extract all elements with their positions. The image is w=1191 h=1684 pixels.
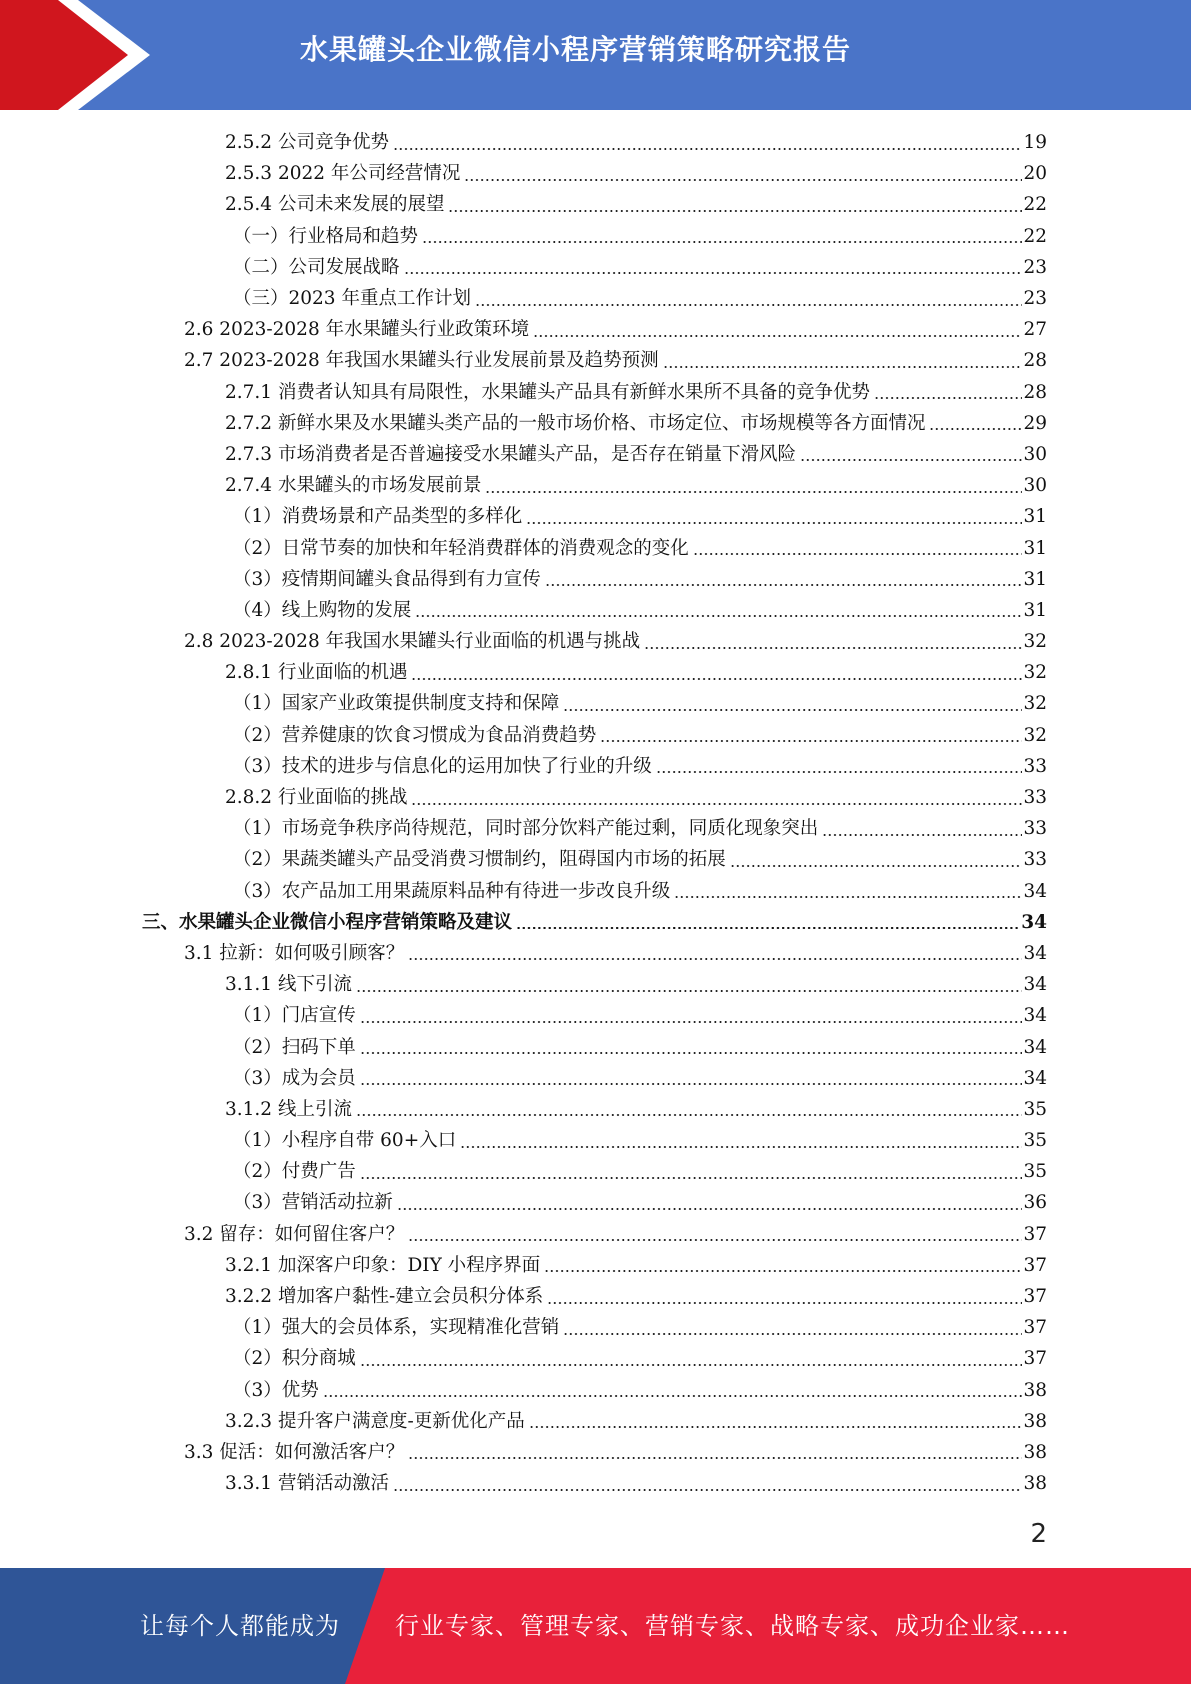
toc-dot-leader [393, 1489, 1022, 1491]
toc-entry-label: （2）营养健康的饮食习惯成为食品消费趋势 [233, 724, 597, 746]
toc-entry[interactable] [0, 1468, 1191, 1499]
toc-entry-page-number: 35 [1023, 1098, 1047, 1120]
toc-dot-leader [529, 1426, 1023, 1428]
toc-dot-leader [411, 678, 1022, 680]
toc-entry[interactable] [0, 1250, 1191, 1281]
toc-entry-page-number: 23 [1023, 256, 1047, 278]
toc-entry[interactable] [0, 813, 1191, 844]
toc-entry-label: 3.2.1 加深客户印象：DIY 小程序界面 [225, 1254, 541, 1276]
toc-entry-page-number: 31 [1023, 599, 1047, 621]
toc-entry[interactable] [0, 907, 1191, 938]
toc-dot-leader [411, 803, 1022, 805]
toc-entry[interactable] [0, 595, 1191, 626]
toc-entry-page-number: 38 [1023, 1379, 1047, 1401]
toc-entry-label: （1）市场竞争秩序尚待规范，同时部分饮料产能过剩，同质化现象突出 [233, 818, 819, 840]
toc-entry[interactable] [0, 439, 1191, 470]
toc-entry[interactable] [0, 626, 1191, 657]
toc-entry-page-number: 34 [1023, 1005, 1047, 1027]
toc-entry-label: （二）公司发展战略 [233, 256, 400, 278]
toc-entry-label: 2.5.2 公司竞争优势 [225, 132, 389, 154]
toc-entry-label: （3）优势 [233, 1379, 319, 1401]
toc-dot-leader [404, 272, 1023, 274]
toc-dot-leader [544, 1270, 1022, 1272]
toc-entry-page-number: 32 [1023, 662, 1047, 684]
page-footer [0, 1568, 1191, 1684]
toc-dot-leader [448, 210, 1022, 212]
toc-dot-leader [545, 584, 1023, 586]
toc-entry-page-number: 38 [1023, 1473, 1047, 1495]
toc-entry-label: （1）强大的会员体系，实现精准化营销 [233, 1317, 560, 1339]
page-header [0, 0, 1191, 110]
footer-slogan-left: 让每个人都能成为 [140, 1612, 340, 1640]
toc-entry-label: （一）行业格局和趋势 [233, 225, 419, 247]
toc-entry[interactable] [0, 1063, 1191, 1094]
toc-entry-page-number: 37 [1023, 1317, 1047, 1339]
toc-dot-leader [360, 1177, 1023, 1179]
toc-entry-label: （2）果蔬类罐头产品受消费习惯制约，阻碍国内市场的拓展 [233, 849, 726, 871]
toc-entry[interactable] [0, 1187, 1191, 1218]
toc-entry[interactable] [0, 221, 1191, 252]
toc-entry-label: 2.8.1 行业面临的机遇 [225, 662, 408, 684]
toc-dot-leader [644, 647, 1022, 649]
toc-entry-page-number: 30 [1023, 475, 1047, 497]
toc-dot-leader [360, 1364, 1023, 1366]
toc-dot-leader [800, 459, 1022, 461]
toc-entry-page-number: 19 [1023, 132, 1047, 154]
toc-entry[interactable] [0, 844, 1191, 875]
toc-entry-label: 2.6 2023-2028 年水果罐头行业政策环境 [184, 319, 530, 341]
toc-entry-page-number: 32 [1023, 693, 1047, 715]
toc-dot-leader [730, 865, 1023, 867]
toc-entry-label: 2.7.4 水果罐头的市场发展前景 [225, 475, 482, 497]
toc-entry-page-number: 33 [1023, 849, 1047, 871]
toc-entry-page-number: 27 [1023, 319, 1047, 341]
toc-dot-leader [464, 179, 1022, 181]
toc-entry[interactable] [0, 564, 1191, 595]
table-of-contents [0, 127, 1191, 1499]
toc-dot-leader [475, 304, 1022, 306]
toc-dot-leader [547, 1302, 1022, 1304]
toc-dot-leader [563, 1333, 1022, 1335]
toc-entry-page-number: 29 [1023, 412, 1047, 434]
page-number: 2 [1030, 1519, 1047, 1549]
toc-entry-page-number: 28 [1023, 350, 1047, 372]
toc-entry[interactable] [0, 283, 1191, 314]
toc-entry-page-number: 22 [1023, 194, 1047, 216]
toc-entry-label: （2）扫码下单 [233, 1036, 356, 1058]
toc-entry[interactable] [0, 532, 1191, 563]
toc-entry-page-number: 23 [1023, 288, 1047, 310]
toc-entry-label: 2.7.2 新鲜水果及水果罐头类产品的一般市场价格、市场定位、市场规模等各方面情况 [225, 412, 926, 434]
toc-entry[interactable] [0, 1125, 1191, 1156]
toc-entry-page-number: 30 [1023, 443, 1047, 465]
toc-entry-page-number: 33 [1023, 755, 1047, 777]
toc-dot-leader [485, 491, 1022, 493]
toc-entry-page-number: 34 [1023, 880, 1047, 902]
toc-entry-page-number: 37 [1023, 1286, 1047, 1308]
toc-entry-page-number: 32 [1023, 724, 1047, 746]
toc-dot-leader [415, 615, 1022, 617]
toc-entry-label: （4）线上购物的发展 [233, 599, 412, 621]
toc-entry[interactable] [0, 720, 1191, 751]
toc-entry[interactable] [0, 1375, 1191, 1406]
toc-entry[interactable] [0, 1031, 1191, 1062]
toc-entry[interactable] [0, 1281, 1191, 1312]
toc-entry-page-number: 34 [1021, 911, 1047, 933]
toc-entry[interactable] [0, 1156, 1191, 1187]
toc-entry-label: （2）付费广告 [233, 1161, 356, 1183]
toc-dot-leader [693, 553, 1023, 555]
toc-dot-leader [533, 335, 1022, 337]
toc-entry-label: 3.3 促活：如何激活客户？ [184, 1441, 405, 1463]
toc-entry[interactable] [0, 1312, 1191, 1343]
toc-entry-label: 2.7.3 市场消费者是否普遍接受水果罐头产品，是否存在销量下滑风险 [225, 443, 796, 465]
toc-dot-leader [460, 1146, 1022, 1148]
toc-dot-leader [408, 958, 1022, 960]
toc-entry[interactable] [0, 1343, 1191, 1374]
toc-entry-label: （3）疫情期间罐头食品得到有力宣传 [233, 568, 541, 590]
toc-entry-page-number: 32 [1023, 631, 1047, 653]
toc-entry[interactable] [0, 1437, 1191, 1468]
toc-entry-label: （1）门店宣传 [233, 1005, 356, 1027]
toc-entry[interactable] [0, 1094, 1191, 1125]
toc-entry-label: （3）营销活动拉新 [233, 1192, 393, 1214]
toc-entry-page-number: 38 [1023, 1441, 1047, 1463]
toc-entry[interactable] [0, 252, 1191, 283]
toc-entry[interactable] [0, 501, 1191, 532]
toc-entry[interactable] [0, 1219, 1191, 1250]
toc-entry-label: 3.1.1 线下引流 [225, 974, 352, 996]
toc-entry-page-number: 33 [1023, 787, 1047, 809]
toc-dot-leader [822, 834, 1022, 836]
toc-entry-page-number: 20 [1023, 163, 1047, 185]
toc-entry-label: （3）成为会员 [233, 1067, 356, 1089]
toc-entry[interactable] [0, 938, 1191, 969]
toc-entry-label: 2.8.2 行业面临的挑战 [225, 787, 408, 809]
toc-entry[interactable] [0, 688, 1191, 719]
toc-entry[interactable] [0, 876, 1191, 907]
toc-entry[interactable] [0, 127, 1191, 158]
toc-entry[interactable] [0, 470, 1191, 501]
toc-dot-leader [360, 1021, 1023, 1023]
toc-entry-page-number: 34 [1023, 1036, 1047, 1058]
toc-dot-leader [393, 148, 1022, 150]
toc-dot-leader [516, 927, 1020, 929]
toc-entry[interactable] [0, 969, 1191, 1000]
toc-entry-label: （2）日常节奏的加快和年轻消费群体的消费观念的变化 [233, 537, 689, 559]
toc-dot-leader [360, 1052, 1023, 1054]
toc-dot-leader [360, 1083, 1023, 1085]
toc-entry-page-number: 37 [1023, 1223, 1047, 1245]
toc-entry-page-number: 36 [1023, 1192, 1047, 1214]
toc-entry[interactable] [0, 751, 1191, 782]
toc-entry-label: （2）积分商城 [233, 1348, 356, 1370]
toc-dot-leader [929, 428, 1022, 430]
toc-entry-label: 3.1.2 线上引流 [225, 1098, 352, 1120]
toc-dot-leader [356, 1114, 1023, 1116]
toc-dot-leader [408, 1239, 1022, 1241]
document-title: 水果罐头企业微信小程序营销策略研究报告 [299, 33, 851, 66]
toc-entry-label: 3.3.1 营销活动激活 [225, 1473, 389, 1495]
toc-entry[interactable] [0, 345, 1191, 376]
toc-entry-label: 2.7.1 消费者认知具有局限性，水果罐头产品具有新鲜水果所不具备的竞争优势 [225, 381, 870, 403]
toc-dot-leader [563, 709, 1022, 711]
toc-entry-page-number: 34 [1023, 1067, 1047, 1089]
toc-dot-leader [422, 241, 1022, 243]
toc-entry[interactable] [0, 314, 1191, 345]
toc-entry-label: 3.2.3 提升客户满意度-更新优化产品 [225, 1410, 525, 1432]
toc-dot-leader [526, 522, 1022, 524]
toc-entry[interactable] [0, 158, 1191, 189]
toc-entry-label: （三）2023 年重点工作计划 [233, 288, 471, 310]
toc-entry[interactable] [0, 1000, 1191, 1031]
toc-entry-label: 3.2.2 增加客户黏性-建立会员积分体系 [225, 1286, 544, 1308]
toc-dot-leader [663, 366, 1023, 368]
toc-dot-leader [874, 397, 1022, 399]
toc-entry-page-number: 37 [1023, 1254, 1047, 1276]
toc-entry-label: 2.7 2023-2028 年我国水果罐头行业发展前景及趋势预测 [184, 350, 659, 372]
toc-entry-page-number: 31 [1023, 537, 1047, 559]
toc-entry-label: （3）技术的进步与信息化的运用加快了行业的升级 [233, 755, 652, 777]
toc-entry-label: 3.2 留存：如何留住客户？ [184, 1223, 405, 1245]
toc-entry-label: 2.5.3 2022 年公司经营情况 [225, 163, 461, 185]
toc-entry[interactable] [0, 189, 1191, 220]
toc-dot-leader [600, 740, 1022, 742]
toc-entry[interactable] [0, 657, 1191, 688]
toc-entry-label: 3.1 拉新：如何吸引顾客？ [184, 942, 405, 964]
toc-entry-label: （1）国家产业政策提供制度支持和保障 [233, 693, 560, 715]
toc-entry-page-number: 38 [1023, 1410, 1047, 1432]
toc-entry-label: 三、水果罐头企业微信小程序营销策略及建议 [142, 911, 513, 933]
footer-slogan-right: 行业专家、管理专家、营销专家、战略专家、成功企业家…… [395, 1612, 1070, 1640]
toc-entry-page-number: 37 [1023, 1348, 1047, 1370]
toc-entry[interactable] [0, 377, 1191, 408]
toc-entry-page-number: 31 [1023, 568, 1047, 590]
toc-entry-page-number: 35 [1023, 1161, 1047, 1183]
toc-entry[interactable] [0, 408, 1191, 439]
toc-entry[interactable] [0, 782, 1191, 813]
toc-entry-label: （1）消费场景和产品类型的多样化 [233, 506, 523, 528]
toc-dot-leader [397, 1208, 1023, 1210]
toc-entry-page-number: 33 [1023, 818, 1047, 840]
toc-dot-leader [674, 896, 1022, 898]
toc-entry-label: （1）小程序自带 60+入口 [233, 1130, 457, 1152]
toc-dot-leader [656, 771, 1023, 773]
toc-entry-page-number: 28 [1023, 381, 1047, 403]
toc-entry-page-number: 34 [1023, 974, 1047, 996]
toc-dot-leader [323, 1395, 1023, 1397]
toc-entry-page-number: 34 [1023, 942, 1047, 964]
toc-entry-page-number: 35 [1023, 1130, 1047, 1152]
toc-entry-page-number: 22 [1023, 225, 1047, 247]
toc-dot-leader [408, 1457, 1022, 1459]
toc-entry-page-number: 31 [1023, 506, 1047, 528]
toc-entry[interactable] [0, 1406, 1191, 1437]
toc-entry-label: 2.5.4 公司未来发展的展望 [225, 194, 445, 216]
toc-dot-leader [356, 990, 1023, 992]
toc-entry-label: 2.8 2023-2028 年我国水果罐头行业面临的机遇与挑战 [184, 631, 641, 653]
toc-entry-label: （3）农产品加工用果蔬原料品种有待进一步改良升级 [233, 880, 671, 902]
